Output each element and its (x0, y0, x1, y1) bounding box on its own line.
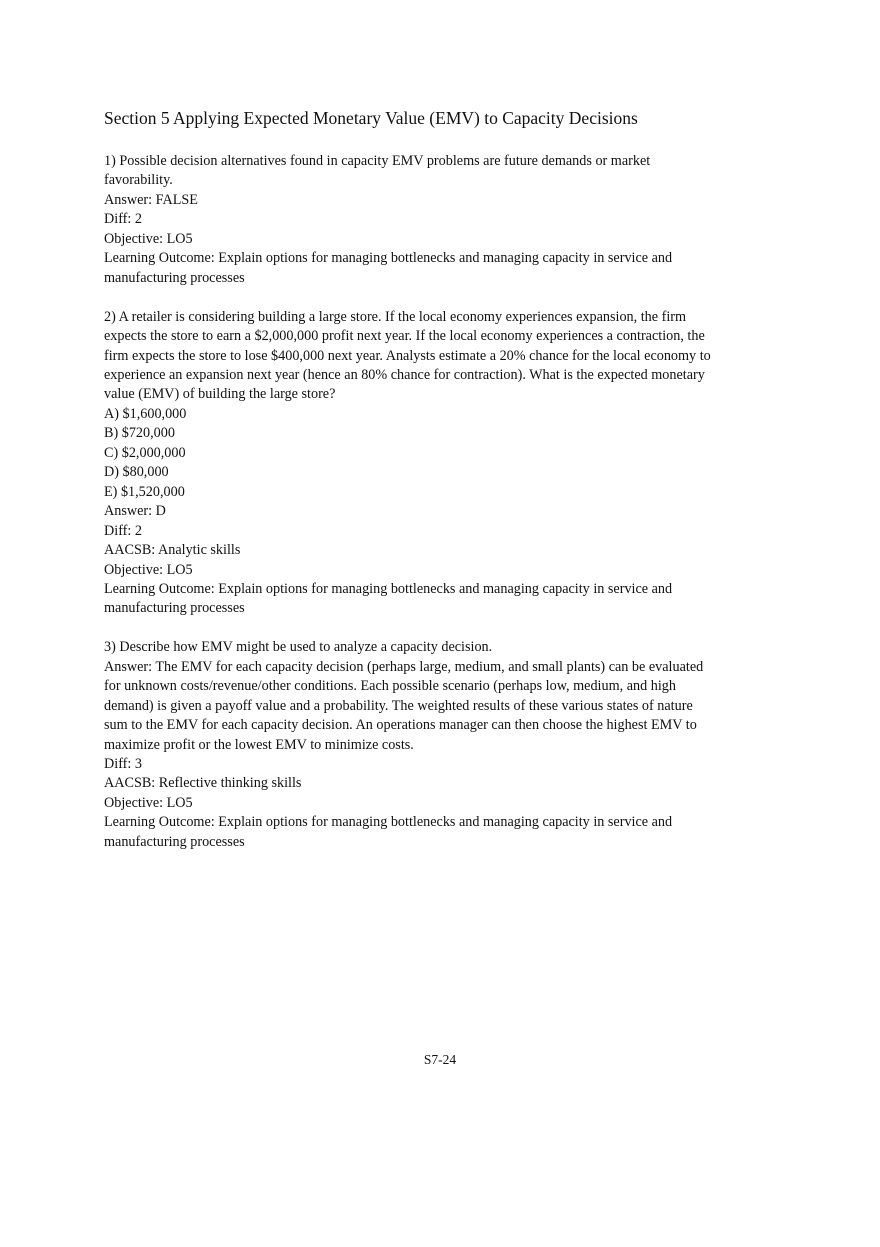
question-2-stem-line-5: value (EMV) of building the large store? (104, 386, 336, 403)
question-3-learning-outcome-line-2: manufacturing processes (104, 833, 245, 850)
question-2-diff: Diff: 2 (104, 522, 142, 539)
question-1-answer: Answer: FALSE (104, 191, 198, 208)
question-3-objective: Objective: LO5 (104, 794, 193, 811)
question-2-option-a: A) $1,600,000 (104, 405, 187, 422)
question-3-aacsb: AACSB: Reflective thinking skills (104, 775, 302, 792)
question-2-stem-line-4: experience an expansion next year (hence an 80% chance for contraction). What is the expected monetary (104, 366, 705, 383)
question-2-aacsb: AACSB: Analytic skills (104, 542, 241, 559)
question-2-learning-outcome-line-1: Learning Outcome: Explain options for managing bottlenecks and managing capacity in service and (104, 580, 673, 597)
question-2-option-e: E) $1,520,000 (104, 483, 185, 500)
question-3-learning-outcome-line-1: Learning Outcome: Explain options for managing bottlenecks and managing capacity in service and (104, 814, 673, 831)
question-1-stem-line-1: 1) Possible decision alternatives found in capacity EMV problems are future demands or market (104, 153, 651, 169)
paragraph-gap (104, 619, 729, 638)
question-2-option-d: D) $80,000 (104, 464, 169, 481)
section-title: Section 5 Applying Expected Monetary Value (EMV) to Capacity Decisions (104, 108, 638, 128)
question-3-answer-line-2: for unknown costs/revenue/other conditions. Each possible scenario (perhaps low, medium, and high (104, 678, 676, 695)
question-2-objective: Objective: LO5 (104, 561, 193, 578)
question-3-answer-line-1: Answer: The EMV for each capacity decision (perhaps large, medium, and small plants) can be evaluated (104, 658, 704, 675)
question-2-stem-line-2: expects the store to earn a $2,000,000 profit next year. If the local economy experiences a contraction, the (104, 328, 705, 345)
question-1-learning-outcome-line-2: manufacturing processes (104, 269, 245, 286)
question-3-stem-line-1: 3) Describe how EMV might be used to analyze a capacity decision. (104, 639, 493, 656)
question-3 (104, 638, 729, 852)
question-2-option-c: C) $2,000,000 (104, 444, 186, 461)
question-2-answer: Answer: D (104, 503, 166, 520)
question-2-learning-outcome-line-2: manufacturing processes (104, 600, 245, 617)
question-3-answer-line-3: demand) is given a payoff value and a probability. The weighted results of these various states of nature (104, 697, 693, 714)
question-1-stem-line-2: favorability. (104, 172, 173, 189)
question-1-learning-outcome-line-1: Learning Outcome: Explain options for managing bottlenecks and managing capacity in service and (104, 250, 673, 267)
question-3-answer-line-5: maximize profit or the lowest EMV to minimize costs. (104, 736, 414, 753)
question-list (104, 152, 729, 852)
question-2-option-b: B) $720,000 (104, 425, 175, 442)
question-1 (104, 152, 729, 288)
page-number: S7-24 (423, 1052, 457, 1067)
question-2-stem-line-3: firm expects the store to lose $400,000 next year. Analysts estimate a 20% chance for the local economy to (104, 347, 711, 364)
question-3-answer-line-4: sum to the EMV for each capacity decision. An operations manager can then choose the highest EMV to (104, 717, 697, 734)
question-1-objective: Objective: LO5 (104, 230, 193, 247)
question-3-diff: Diff: 3 (104, 756, 142, 773)
question-2-stem-line-1: 2) A retailer is considering building a large store. If the local economy experiences expansion, the firm (104, 308, 687, 325)
question-2 (104, 308, 729, 619)
paragraph-gap (104, 288, 729, 307)
question-1-diff: Diff: 2 (104, 211, 142, 228)
